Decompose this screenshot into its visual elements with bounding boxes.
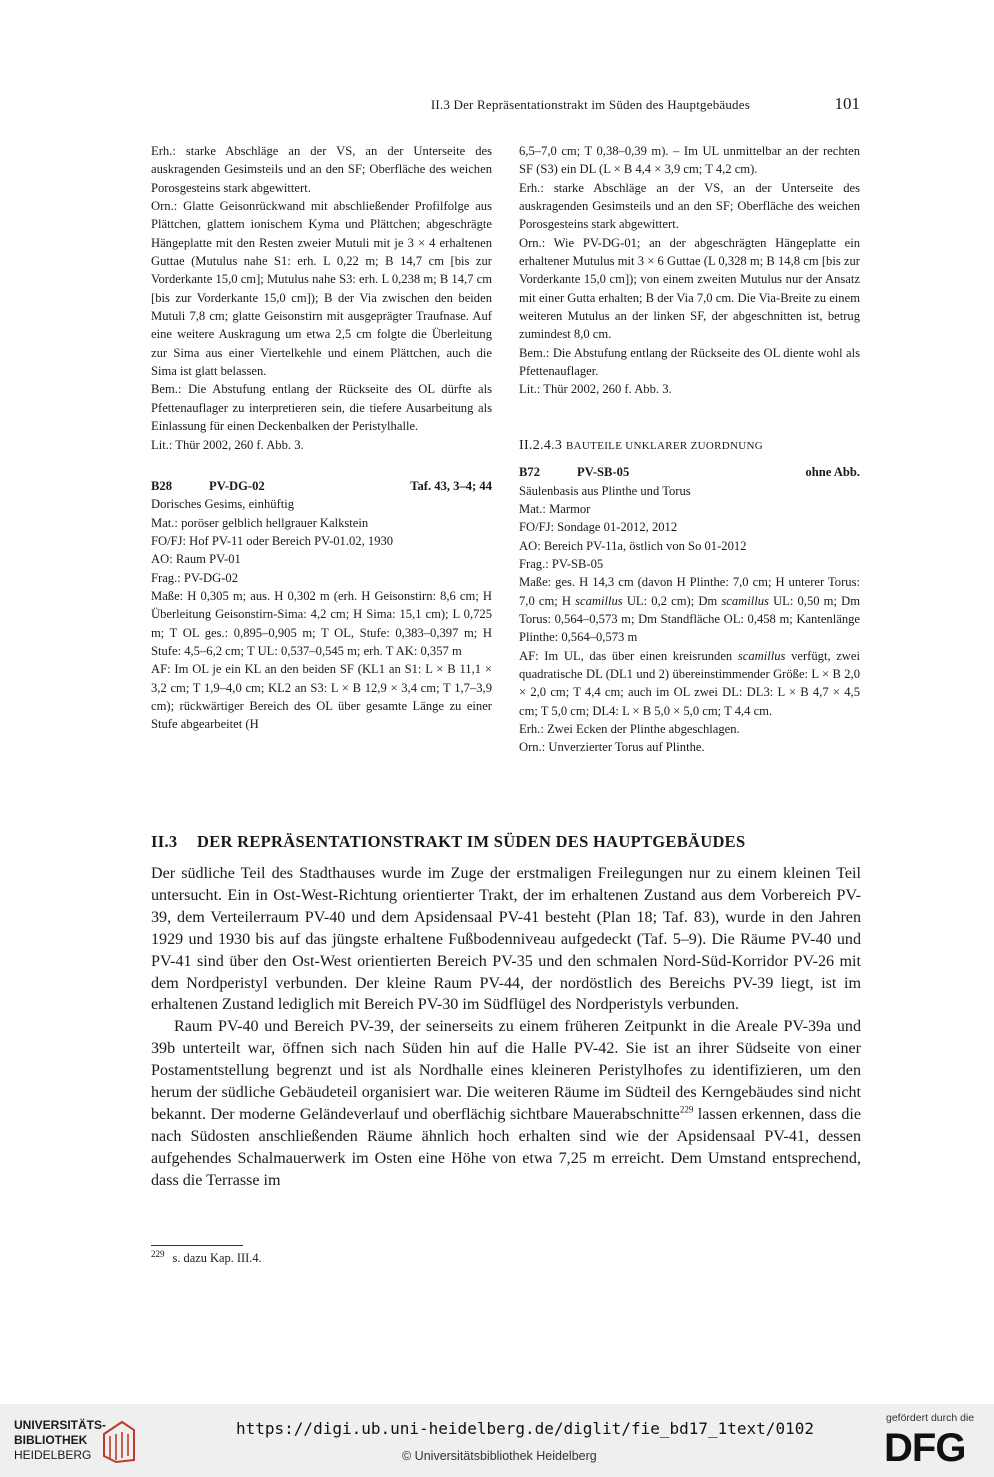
entry-line: FO/FJ: Sondage 01-2012, 2012 [519,520,678,535]
right-continuation: 6,5–7,0 cm; T 0,38–0,39 m). – Im UL unmittelbar an der rechten SF (S3) ein DL (L × B 4,4 × 3,9 cm; T 4,2 cm). [519,144,860,177]
subsection-number: II.2.4.3 [519,437,563,453]
right-column [519,142,860,757]
entry-af: AF: Im UL, das über einen kreisrunden scamillus verfügt, zwei quadratische DL (DL1 und 2) übereinstimmender Größe: L × B 2,0 × 2,0 cm; T 4,4 cm; auch im OL zwei DL: DL3: L × B 4,7 × 4,5 cm; T 5,0 cm; DL4: L × B 5,0 × 5,0 cm; T 4,4 cm. [519,648,860,718]
left-bem: Bem.: Die Abstufung entlang der Rückseite des OL dürfte als Pfettenauflager zu interpretieren sein, die tiefere Ausarbeitung als Einlassung für einen Deckenbalken der Peristylhalle. [151,382,492,434]
right-bem: Bem.: Die Abstufung entlang der Rückseite des OL diente wohl als Pfettenauflager. [519,345,860,379]
funding-label: gefördert durch die [886,1412,975,1424]
footnote-rule [151,1245,243,1246]
right-orn: Orn.: Wie PV-DG-01; an der abgeschrägten Hängeplatte ein erhaltener Mutulus mit 3 × 6 Guttae (L 0,328 m; B 14,8 cm [bis zur Vorderkante 15,0 cm]); von einem zweiten Mutulus nur der Ansatz mit einer Gutta erhalten; B der Via 7,0 cm. Die Via-Breite zu einem weiteren Mutulus an der linken SF, der abgeschnitten ist, betrug zumindest 8,0 cm. [519,235,860,342]
copyright-notice: © Universitätsbibliothek Heidelberg [402,1449,597,1463]
entry-number: B28 [151,478,172,493]
footer-bar [0,1404,994,1477]
subsection-heading [519,437,860,455]
document-url[interactable]: https://digi.ub.uni-heidelberg.de/diglit/fie_bd17_1text/0102 [236,1419,814,1438]
entry-line: Frag.: PV-SB-05 [519,556,604,571]
entry-line: Erh.: Zwei Ecken der Plinthe abgeschlagen. [519,721,740,736]
entry-line: Maße: H 0,305 m; aus. H 0,302 m (erh. H Geisonstirn: 8,6 cm; H Überleitung Geisonstirn-Sima: 4,2 cm; H Sima: 15,1 cm); L 0,725 m; T OL ges.: 0,895–0,905 m; T OL, Stufe: 0,383–0,397 m; H Stufe: 4,5–6,2 cm; T UL: 0,537–0,545 m; erh. T AK: 0,357 m [151,588,492,658]
section-heading [151,832,861,852]
dfg-logo: DFG [884,1426,966,1470]
footnote-text: s. dazu Kap. III.4. [172,1251,262,1265]
entry-code: PV-DG-02 [209,478,265,493]
library-logo-text: UNIVERSITÄTS- BIBLIOTHEK HEIDELBERG [14,1418,107,1462]
entry-line: Orn.: Unverzierter Torus auf Plinthe. [519,740,705,755]
page-number: 101 [834,94,860,113]
catalog-entry-head-b28 [151,477,492,495]
entry-line: FO/FJ: Hof PV-11 oder Bereich PV-01.02, 1930 [151,533,394,548]
left-orn: Orn.: Glatte Geisonrückwand mit abschließender Profilfolge aus Plättchen, glattem ionischem Kyma und Plättchen; abgeschrägte Hängeplatte mit den Resten zweier Mutuli mit je 3 × 4 erhaltenen Guttae (Mutulus nahe S1: erh. L 0,22 m; B 14,7 cm [bis zur Vorderkante 15,0 cm]; Mutulus nahe S3: erh. L 0,238 m; B 14,7 cm [bis zur Vorderkante 15,0 cm]); B der Via zwischen den beiden Mutuli 7,8 cm; glatte Geisonstirn mit ausgeprägter Traufnase. Auf eine weitere Auskragung um etwa 2,5 cm folgte die Überleitung zur Sima aus einer Viertelkehle und einem Plättchen, auch die Sima ist glatt belassen. [151,199,492,379]
right-erh: Erh.: starke Abschläge an der VS, an der Unterseite des auskragenden Gesimsteils und an den SF; Oberfläche des weichen Porosgesteins stark abgewittert. [519,180,860,232]
entry-line: Mat.: Marmor [519,501,591,516]
paragraph-2: Raum PV-40 und Bereich PV-39, der seinerseits zu einem früheren Zeitpunkt in die Areale PV-39a und 39b unterteilt war, öffnen sich nach Süden hin auf die Halle PV-42. Sie ist an ihrer Südseite von einer Postamentstellung begrenzt und ist als Nordhalle eines kleineren Peristylhofes zu identifizieren, um den herum der südliche Gebäudeteil organisiert war. Die weiteren Räume im Südteil des Kerngebäudes sind nicht bekannt. Der moderne Geländeverlauf und oberflächig sichtbare Mauerabschnitte$^{229}$ lassen erkennen, dass die nach Südosten anschließenden Räume ähnlich hoch erhalten sind wie der Apsidensaal PV-41, dessen aufgehendes Schalmauerwerk im Osten eine Höhe von etwa 7,25 m erreicht. Dem Umstand entsprechend, dass die Terrasse im [151,1018,861,1189]
entry-line: Frag.: PV-DG-02 [151,570,238,585]
entry-plate-ref: Taf. 43, 3–4; 44 [410,478,492,493]
entry-line: Dorisches Gesims, einhüftig [151,497,295,512]
entry-line: Mat.: poröser gelblich hellgrauer Kalkstein [151,515,369,530]
right-lit: Lit.: Thür 2002, 260 f. Abb. 3. [519,382,672,397]
section-body [151,863,861,1192]
entry-line: AF: Im OL je ein KL an den beiden SF (KL1 an S1: L × B 11,1 × 3,2 cm; T 1,9–4,0 cm; KL2 an S3: L × B 12,9 × 3,4 cm; T 1,7–3,9 cm); rückwärtiger Bereich des OL über gesamte Länge zu einer Stufe abgearbeitet (H [151,662,492,732]
entry-code: PV-SB-05 [577,465,630,480]
left-lit: Lit.: Thür 2002, 260 f. Abb. 3. [151,437,304,452]
entry-line: AO: Raum PV-01 [151,552,241,567]
subsection-title: BAUTEILE UNKLARER ZUORDNUNG [566,439,763,452]
catalog-entry-head-b72 [519,463,860,481]
entry-plate-ref: ohne Abb. [805,465,860,480]
footnote-number: 229 [151,1248,165,1259]
running-head [150,97,860,113]
left-erh: Erh.: starke Abschläge an der VS, an der Unterseite des auskragenden Gesimsteils und an den SF; Oberfläche des weichen Porosgesteins stark abgewittert. [151,144,492,195]
left-column [151,142,492,734]
section-number: II.3 [151,832,178,851]
entry-line: AO: Bereich PV-11a, östlich von So 01-2012 [519,538,747,553]
footnote-reference[interactable]: 229 [679,1104,694,1115]
running-head-title: II.3 Der Repräsentationstrakt im Süden des Hauptgebäudes [430,97,750,112]
entry-line: Säulenbasis aus Plinthe und Torus [519,483,691,498]
entry-masse: Maße: ges. H 14,3 cm (davon H Plinthe: 7,0 cm; H unterer Torus: 7,0 cm; H scamillus UL: 0,2 cm); Dm scamillus UL: 0,50 m; Dm Torus: 0,564–0,573 m; Dm Standfläche OL: 0,458 m; Kantenlänge Plinthe: 0,564–0,573 m [519,575,860,645]
entry-number: B72 [519,465,540,480]
footnote [151,1248,262,1266]
section-title: DER REPRÄSENTATIONSTRAKT IM SÜDEN DES HAUPTGEBÄUDES [197,832,746,851]
library-logo-icon [100,1416,138,1466]
paragraph-1: Der südliche Teil des Stadthauses wurde im Zuge der erstmaligen Freilegungen nur zu einem kleinen Teil untersucht. Ein in Ost-West-Richtung orientierter Trakt, der im erhaltenen Zustand aus dem Vorbereich PV-39, dem Verteilerraum PV-40 und dem Apsidensaal PV-41 besteht (Plan 18; Taf. 83), wurde in den Jahren 1929 und 1930 bis auf das jüngste erhaltene Fußbodenniveau aufgedeckt (Taf. 5–9). Die Räume PV-40 und PV-41 sind über den Ost-West orientierten Bereich PV-35 und den schmalen Nord-Süd-Korridor PV-26 mit dem Nordperistyl verbunden. Der kleine Raum PV-44, der nordöstlich des Bereichs PV-39 liegt, ist im erhaltenen Zustand lediglich mit Bereich PV-30 im Südflügel des Nordperistyls verbunden. [151,865,861,1014]
